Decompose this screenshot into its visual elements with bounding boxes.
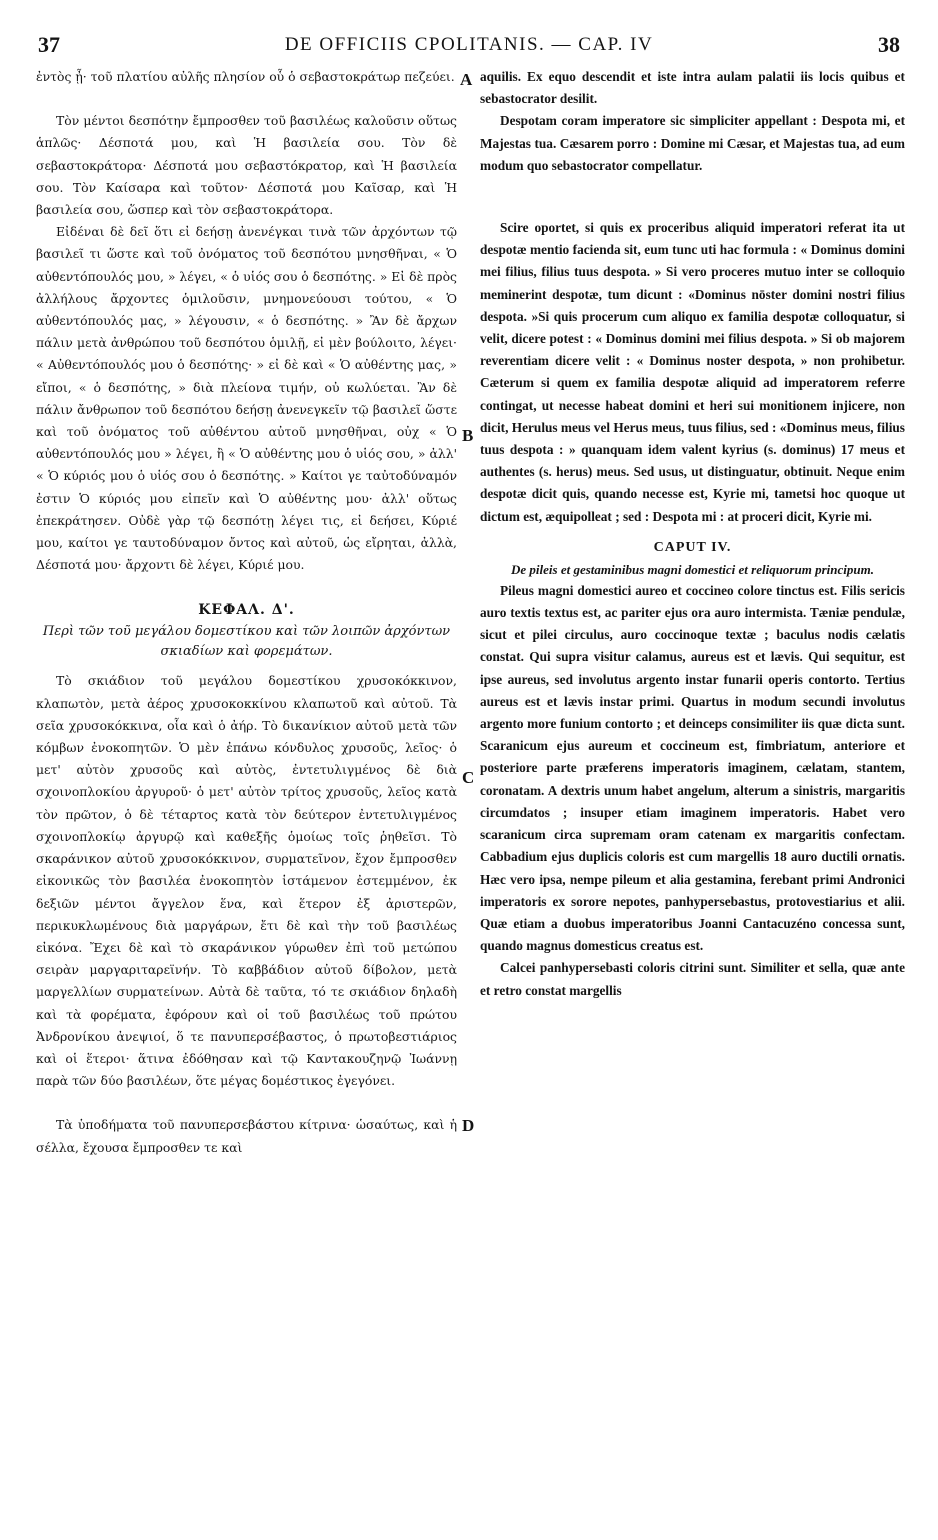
margin-marker-b: B: [462, 426, 474, 445]
latin-paragraph-2: Despotam coram imperatore sic simpliciter appellant : Despota mi, et Majestas tua. Cæsarem porro : Domine mi Cæsar, et Majestas tua, ad eum modum quo sebastocrator compellatur.: [480, 113, 905, 173]
running-header: [30, 32, 908, 62]
margin-marker-a: A: [460, 70, 473, 89]
greek-column: [36, 66, 457, 1531]
greek-chapter-heading: ΚΕΦΑΛ. Δ'.: [198, 602, 295, 619]
page-number-right: 38: [878, 32, 900, 57]
greek-paragraph-5: Τὰ ὑποδήματα τοῦ πανυπερσεβάστου κίτρινα· ὡσαύτως, καὶ ἡ σέλλα, ἔχουσα ἔμπροσθεν τε καὶ: [36, 1117, 457, 1155]
greek-paragraph-1: ἐντὸς ᾖ· τοῦ πλατίου αὐλῆς πλησίον οὗ ὁ σεβαστοκράτωρ πεζεύει.: [36, 69, 455, 84]
margin-marker-d: D: [462, 1116, 475, 1135]
greek-chapter-subtitle: Περὶ τῶν τοῦ μεγάλου δομεστίκου καὶ τῶν λοιπῶν ἀρχόντων σκιαδίων καὶ φορεμάτων.: [42, 624, 451, 660]
margin-marker-c: C: [462, 768, 475, 787]
latin-paragraph-3: Scire oportet, si quis ex proceribus aliquid imperatori referat ita ut despotæ mentio facienda sit, eum tunc uti hac formula : « Dominus domini mei filius, filius tuus despota. » Si vero proceres mutuo inter se colloquio meminerint despotæ, tum dicunt : «Dominus nōster domini nostri filius despota. »Si quis procerum cum aliquo ex familia despotæ colloquatur, si velit, dicere potest : « Dominus domini mei filius despota. » Si ob majorem reverentiam dicere velit : « Dominus noster despota, » non prohibetur. Cæterum si quem ex familia despotæ aliquid ad imperatorem referre contingat, ut necesse habeat domini et heri sui monitionem injicere, non dicit, Herulus meus vel Herus meus, tuus filius, sed : «Dominus meus, filius tuus despota : » quanquam idem valent kyrius (s. dominus) 17 meus et authentes (s. herus) meus. Sed usus, ut distinguatur, obtinuit. Neque enim despotæ dicit quis, quando necesse est, Kyrie mi, tametsi hoc quoque ut dictum est, æquipolleat ; sed : Despota mi : at proceri dicit, Kyrie mi.: [480, 220, 905, 524]
greek-paragraph-4: Τὸ σκιάδιον τοῦ μεγάλου δομεστίκου χρυσοκόκκινον, κλαπωτὸν, μετὰ ἀέρος χρυσοκοκκίνου κλαπωτοῦ καὶ αὐτοῦ. Τὰ σεῖα χρυσοκόκκινα, οἷα καὶ ὁ ἀήρ. Τὸ δικανίκιον αὐτοῦ μετὰ τῶν κόμβων ἐνοκοπητῶν. Ὁ μὲν ἐπάνω κόνδυλος χρυσοῦς, λεῖος· ὁ μετ' αὐτὸν χρυσοῦς καὶ αὐτὸς, ἐντετυλιγμένος δὲ διὰ σχοινοπλοκίου ἀργυροῦ· ὁ μετ' αὐτὸν τρίτος χρυσοῦς, λεῖος κατὰ τὸν πρῶτον, ὁ δὲ τέταρτος κατὰ τὸν δεύτερον ἐντετυλιγμένος σχοινοπλοκίῳ ἀργυρῷ καὶ καθεξῆς ὁμοίως τοῖς ῥηθεῖσι. Τὸ σκαράνικον αὐτοῦ χρυσοκόκκινον, συρματεῖνον, ἔχον ἔμπροσθεν εἰκονικῶς τὸν βασιλέα ἐνοκοπητὸν ἱστάμενον ἐστεμμένον, ἐκ δεξιῶν μέντοι ἄγγελον ἕνα, καὶ ἕτερον ἐξ ἀριστερῶν, περικυκλωμένους διὰ μαργάρων, ἔτι δὲ καὶ τὴν τοῦ βασιλέως εἰκόνα. Ἔχει δὲ καὶ τὸ σκαράνικον γύρωθεν ἐπὶ τοῦ μετώπου σειρὰν μαργαριταρεϊνήν. Τὸ καββάδιον αὐτοῦ δίβολον, μετὰ μαργελλίων συρματείνων. Αὐτὰ δὲ ταῦτα, τό τε σκιάδιον δηλαδὴ καὶ τὰ φορέματα, ἐφόρουν καὶ οἱ τοῦ βασιλέως τοῦ πρώτου Ἀνδρονίκου ἀνεψιοί, ὅ τε πανυπερσέβαστος, ὁ πρωτοβεστιάριος καὶ οἱ ἕτεροι· ἅτινα ἐδόθησαν καὶ τῷ Καντακουζηνῷ Ἰωάννῃ παρὰ τῶν δύο βασιλέων, ὅτε μέγας δομέστικος ἐγεγόνει.: [36, 673, 457, 1089]
greek-paragraph-2: Τὸν μέντοι δεσπότην ἔμπροσθεν τοῦ βασιλέως καλοῦσιν οὕτως ἁπλῶς· Δέσποτά μου, καὶ Ἡ βασιλεία σου. Τὸν δὲ σεβαστοκράτορα· Δέσποτά μου σεβαστόκρατορ, καὶ Ἡ βασιλεία σου. Τὸν Καίσαρα καὶ τοῦτον· Δέσποτά μου Καῖσαρ, καὶ Ἡ βασιλεία σου, ὥσπερ καὶ τὸν σεβαστοκράτορα.: [36, 113, 457, 218]
running-title: DE OFFICIIS CPOLITANIS. — CAP. IV: [284, 34, 654, 55]
latin-column: [480, 66, 905, 1531]
latin-chapter-subtitle: De pileis et gestaminibus magni domestici et reliquorum principum.: [511, 561, 874, 577]
latin-paragraph-4: Pileus magni domestici aureo et coccineo colore tinctus est. Filis sericis auro textis textus est, ac pariter ejus ora auro intermista. Tæniæ pendulæ, sicut et pilei circulus, auro coccinoque textæ ; baculus nodis cælatis constat. Qui supra visitur calamus, aureus est et lævis. Qui sequitur, est ipse aureus, sed involutus argento instar funarii operis contorto. Tertius aureus est et lævis instar primi. Quartus in modum secundi involutus argento more funium contorto ; et deinceps consimiliter iis quæ dicta sunt. Scaranicum ejus aureum et coccineum est, fimbriatum, anteriore et posteriore parte præferens imperatoris imaginem, cælatam, stantem, coronatam. A dextris unum habet angelum, alterum a sinistris, margaritis circumdatos ; insuper etiam imaginem imperatoris. Habet vero scaranicum circa supremam oram catenam ex margaritis confectam. Cabbadium ejus duplicis coloris est cum margellis 18 auro ductili ornatis. Hæc vero ipsa, nempe pileum et alia gestamina, ferebant primi Andronici imperatoris ex sorore nepotes, panhypersebastus, protovestiarius et alii. Quæ etiam a duobus imperatoribus Joanni Cantacuzéno concessa sunt, quando magnus domesticus creatus est.: [480, 582, 905, 954]
latin-chapter-heading: CAPUT IV.: [653, 539, 732, 555]
greek-paragraph-3: Εἰδέναι δὲ δεῖ ὅτι εἰ δεήσῃ ἀνενέγκαι τινὰ τῶν ἀρχόντων τῷ βασιλεῖ τι ὥστε καὶ τοῦ ὀνόματος τοῦ δεσπότου μνησθῆναι, « Ὁ αὐθεντόπουλός μου, » λέγει, « ὁ υἱός σου ὁ δεσπότης. » Εἰ δὲ πρὸς ἀλλήλους ἄρχοντες ὁμιλοῦσιν, μνημονεύουσι τούτου, « Ὁ αὐθεντόπουλός μας, » λέγουσιν, « ὁ δεσπότης. » Ἂν δὲ ἄρχων πάλιν μετὰ ἀνθρώπου τοῦ δεσπότου ὁμιλῇ, εἰ μὲν βούλοιτο, λέγει· « Αὐθεντόπουλός μου ὁ δεσπότης· » εἰ δὲ καὶ « Ὁ αὐθέντης μας, » εἴποι, « ὁ δεσπότης, » διὰ πλείονα τιμήν, οὐ κωλύεται. Ἂν δὲ πάλιν ἄνθρωπον τοῦ δεσπότου δεήσῃ ἀνενεγκεῖν τῷ βασιλεῖ ὥστε καὶ τοῦ ὀνόματος τοῦ αὐθέντου αὐτοῦ μνησθῆναι, οὐχ « Ὁ αὐθεντόπουλός μου » λέγει, ἢ « Ὁ αὐθέντης μου ὁ υἱός σου, » ἀλλ' « Ὁ κύριός μου ὁ υἱός σου ὁ δεσπότης. » Καίτοι γε ταὐτοδύναμόν ἐστιν Ὁ κύριός μου εἰπεῖν καὶ Ὁ αὐθέντης μου· ἀλλ' οὕτως ἐπεκράτησεν. Οὐδὲ γὰρ τῷ δεσπότῃ λέγει τις, εἰ δεήσει, Κύριέ μου, καίτοι γε ταυτοδύναμον ὄντος καὶ αὐτοῦ, ὡς εἴρηται, ἀλλὰ, Δέσποτά μου· ἄρχοντι δὲ λέγει, Κύριέ μου.: [36, 224, 457, 573]
latin-paragraph-5: Calcei panhypersebasti coloris citrini sunt. Similiter et sella, quæ ante et retro constat margellis: [480, 960, 905, 998]
latin-paragraph-1: aquilis. Ex equo descendit et iste intra aulam palatii iis locis quibus et sebastocrator desilit.: [480, 69, 905, 107]
page-number-left: 37: [38, 32, 60, 57]
